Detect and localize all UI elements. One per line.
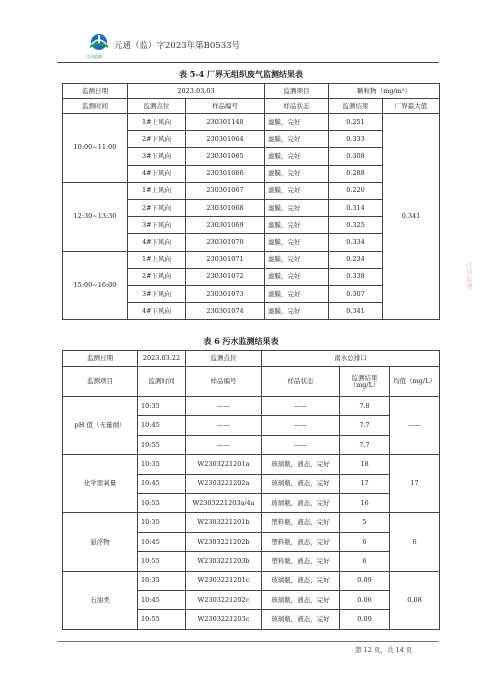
column-header: 监测点位 xyxy=(128,99,186,114)
company-logo-icon xyxy=(86,33,112,55)
status-cell: 滤膜，完好 xyxy=(265,303,329,320)
sample-cell: 230301066 xyxy=(186,165,265,182)
status-cell: 滤膜，完好 xyxy=(265,268,329,285)
sample-cell: W2303221201a xyxy=(186,455,262,474)
status-cell: 滤膜，完好 xyxy=(265,148,329,165)
status-cell: 滤膜，完好 xyxy=(265,165,329,182)
time-cell: 10:35 xyxy=(138,397,186,416)
status-cell: 玻璃瓶，液态，完好 xyxy=(262,493,340,512)
sample-cell: W2303221201b xyxy=(186,513,262,532)
time-cell: 10:55 xyxy=(138,552,186,571)
sample-cell: 230301072 xyxy=(186,268,265,285)
sample-cell: —— xyxy=(186,397,262,416)
time-cell: 10:45 xyxy=(138,590,186,609)
footer-divider xyxy=(57,641,439,642)
status-cell: 滤膜，完好 xyxy=(265,251,329,268)
time-cell: 10:00~11:00 xyxy=(63,114,128,183)
sample-cell: 230301064 xyxy=(186,131,265,148)
table-row xyxy=(63,84,440,99)
report-number: 元通（监）字2023年第B0533号 xyxy=(114,41,241,51)
result-cell: 0.288 xyxy=(329,165,383,182)
column-header: 监测时间 xyxy=(138,367,186,397)
time-cell: 10:35 xyxy=(138,513,186,532)
sample-cell: —— xyxy=(186,416,262,435)
result-cell: 0.251 xyxy=(329,114,383,131)
point-cell: 4#下风向 xyxy=(128,234,186,251)
time-cell: 10:45 xyxy=(138,416,186,435)
item-value: 颗粒物（mg/m³） xyxy=(329,84,440,99)
logo-text: 江河监测 xyxy=(86,54,102,59)
result-cell: 0.341 xyxy=(329,303,383,320)
column-header: 样品编号 xyxy=(186,99,265,114)
date-label: 监测日期 xyxy=(63,351,138,367)
date-label: 监测日期 xyxy=(63,84,128,99)
time-cell: 10:35 xyxy=(138,571,186,590)
status-cell: 滤膜，完好 xyxy=(265,217,329,234)
side-stamp: 江河监测 xyxy=(465,262,472,290)
mean-cell: 6 xyxy=(390,513,440,571)
status-cell: 塑料瓶，液态，完好 xyxy=(262,513,340,532)
point-cell: 3#下风向 xyxy=(128,285,186,302)
mean-cell: —— xyxy=(390,397,440,455)
column-header: 样品状态 xyxy=(262,367,340,397)
status-cell: 滤膜，完好 xyxy=(265,199,329,216)
table-row xyxy=(63,367,440,397)
status-cell: 滤膜，完好 xyxy=(265,114,329,131)
result-cell: 6 xyxy=(340,552,390,571)
point-value: 南水总排口 xyxy=(262,351,440,367)
column-header: 监测结果 xyxy=(329,99,383,114)
status-cell: —— xyxy=(262,397,340,416)
table-row xyxy=(63,571,440,590)
sample-cell: —— xyxy=(186,435,262,454)
status-cell: —— xyxy=(262,416,340,435)
column-header: 监测时间 xyxy=(63,99,128,114)
result-cell: 16 xyxy=(340,493,390,512)
table1-title: 表 5-4 厂界无组织废气监测结果表 xyxy=(178,69,304,79)
result-cell: 5 xyxy=(340,513,390,532)
result-cell: 0.314 xyxy=(329,199,383,216)
result-cell: 0.06 xyxy=(340,590,390,609)
item-cell: 悬浮物 xyxy=(63,513,138,571)
item-label: 监测项目 xyxy=(265,84,329,99)
table-row xyxy=(63,513,440,532)
column-header: 均值（mg/L） xyxy=(390,367,440,397)
sample-cell: 230301065 xyxy=(186,148,265,165)
sample-cell: 230301067 xyxy=(186,182,265,199)
point-cell: 3#下风向 xyxy=(128,217,186,234)
point-cell: 2#下风向 xyxy=(128,199,186,216)
status-cell: 塑料瓶，液态，完好 xyxy=(262,552,340,571)
point-cell: 1#上风向 xyxy=(128,251,186,268)
sample-cell: W2303221202c xyxy=(186,590,262,609)
result-cell: 0.09 xyxy=(340,571,390,590)
point-cell: 4#下风向 xyxy=(128,303,186,320)
report-header xyxy=(86,33,386,59)
sample-cell: W2303221203a/4a xyxy=(186,493,262,512)
result-cell: 0.09 xyxy=(340,610,390,629)
result-cell: 0.325 xyxy=(329,217,383,234)
sample-cell: W2303221201c xyxy=(186,571,262,590)
mean-cell: 17 xyxy=(390,455,440,513)
result-cell: 0.338 xyxy=(329,268,383,285)
status-cell: 玻璃瓶，液态，完好 xyxy=(262,590,340,609)
time-cell: 10:55 xyxy=(138,435,186,454)
result-cell: 0.234 xyxy=(329,251,383,268)
page-number: 第 12 页，共 14 页 xyxy=(355,646,413,654)
column-header: 监测项目 xyxy=(63,367,138,397)
result-cell: 0.220 xyxy=(329,182,383,199)
time-cell: 10:55 xyxy=(138,610,186,629)
table-row xyxy=(63,397,440,416)
table2-title: 表 6 污水监测结果表 xyxy=(203,336,279,346)
sample-cell: W2303221202a xyxy=(186,474,262,493)
header-divider xyxy=(57,62,439,63)
max-value-cell: 0.341 xyxy=(383,114,440,320)
column-header: 样品状态 xyxy=(265,99,329,114)
status-cell: 滤膜，完好 xyxy=(265,234,329,251)
point-cell: 1#上风向 xyxy=(128,182,186,199)
date-value: 2023.03.22 xyxy=(138,351,186,367)
status-cell: —— xyxy=(262,435,340,454)
result-cell: 18 xyxy=(340,455,390,474)
wastewater-results-table xyxy=(62,350,440,630)
sample-cell: W2303221202b xyxy=(186,532,262,551)
status-cell: 滤膜，完好 xyxy=(265,285,329,302)
time-cell: 12:30~13:30 xyxy=(63,182,128,251)
status-cell: 玻璃瓶，液态，完好 xyxy=(262,610,340,629)
table-row xyxy=(63,351,440,367)
date-value: 2023.03.03 xyxy=(128,84,265,99)
result-cell: 0.334 xyxy=(329,234,383,251)
mean-cell: 0.08 xyxy=(390,571,440,629)
table-row xyxy=(63,455,440,474)
table-row xyxy=(63,99,440,114)
time-cell: 15:00~16:00 xyxy=(63,251,128,320)
sample-cell: 230301073 xyxy=(186,285,265,302)
status-cell: 玻璃瓶，液态，完好 xyxy=(262,455,340,474)
status-cell: 滤膜，完好 xyxy=(265,131,329,148)
emission-results-table xyxy=(62,83,440,320)
result-cell: 0.308 xyxy=(329,148,383,165)
status-cell: 滤膜，完好 xyxy=(265,182,329,199)
time-cell: 10:35 xyxy=(138,455,186,474)
result-cell: 7.8 xyxy=(340,397,390,416)
item-cell: 石油类 xyxy=(63,571,138,629)
result-cell: 0.307 xyxy=(329,285,383,302)
time-cell: 10:45 xyxy=(138,532,186,551)
result-cell: 17 xyxy=(340,474,390,493)
sample-cell: W2303221203c xyxy=(186,610,262,629)
sample-cell: W2303221203b xyxy=(186,552,262,571)
result-cell: 7.7 xyxy=(340,435,390,454)
time-cell: 10:45 xyxy=(138,474,186,493)
table-row xyxy=(63,114,440,131)
point-cell: 1#上风向 xyxy=(128,114,186,131)
item-cell: 化学需氧量 xyxy=(63,455,138,513)
sample-cell: 230301070 xyxy=(186,234,265,251)
sample-cell: 230301071 xyxy=(186,251,265,268)
sample-cell: 230301074 xyxy=(186,303,265,320)
result-cell: 6 xyxy=(340,532,390,551)
sample-cell: 230301148 xyxy=(186,114,265,131)
point-label: 监测点位 xyxy=(186,351,262,367)
status-cell: 塑料瓶，液态，完好 xyxy=(262,532,340,551)
status-cell: 玻璃瓶，液态，完好 xyxy=(262,571,340,590)
point-cell: 2#下风向 xyxy=(128,131,186,148)
result-cell: 7.7 xyxy=(340,416,390,435)
column-header: 样品编号 xyxy=(186,367,262,397)
time-cell: 10:55 xyxy=(138,493,186,512)
point-cell: 4#下风向 xyxy=(128,165,186,182)
status-cell: 玻璃瓶，液态，完好 xyxy=(262,474,340,493)
point-cell: 3#下风向 xyxy=(128,148,186,165)
column-header: 厂界最大值 xyxy=(383,99,440,114)
item-cell: pH 值（无量纲） xyxy=(63,397,138,455)
result-cell: 0.333 xyxy=(329,131,383,148)
sample-cell: 230301068 xyxy=(186,199,265,216)
point-cell: 2#下风向 xyxy=(128,268,186,285)
column-header: 监测结果（mg/L） xyxy=(340,367,390,397)
sample-cell: 230301069 xyxy=(186,217,265,234)
